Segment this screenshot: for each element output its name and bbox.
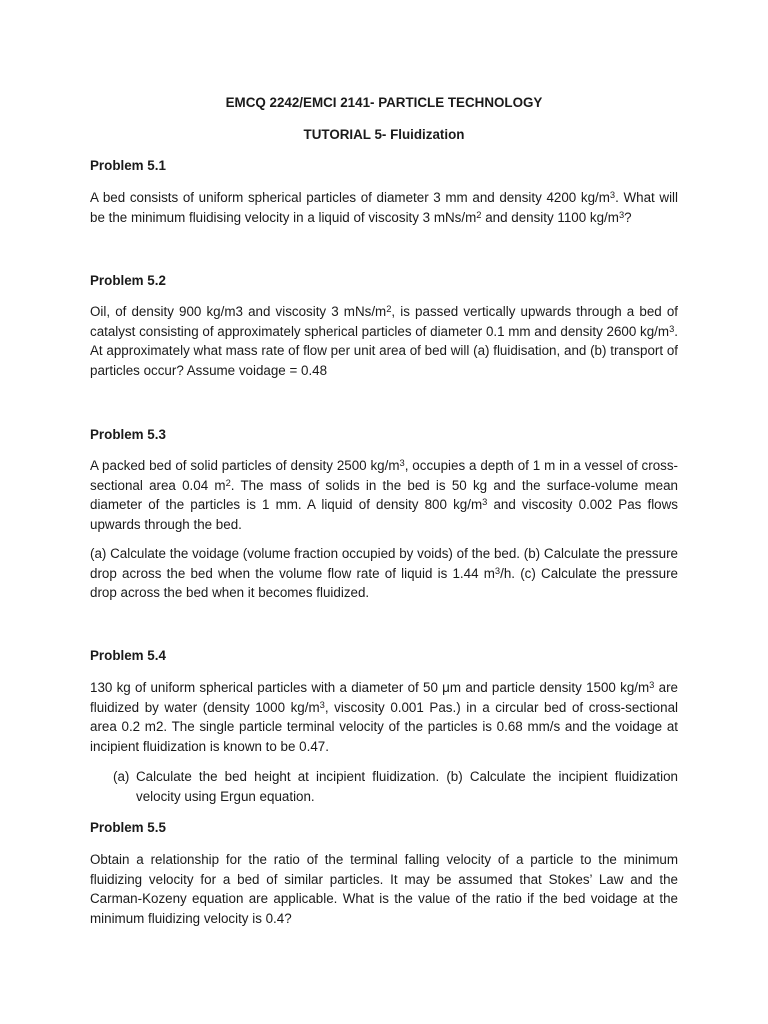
problem-5-4-list-item <box>113 767 678 806</box>
problem-5-3-heading: Problem 5.3 <box>90 427 166 442</box>
problem-5-2-text: Oil, of density 900 kg/m3 and viscosity 3 mNs/$m^2$, is passed vertically upwards through a bed of catalyst consisting of approximately spherical particles of diameter 0.1 mm and density 2600 $kg/m^3$. At approximately what mass rate of flow per unit area of bed will (a) fluidisation, and (b) transport of particles occur? Assume voidage = 0.48 <box>90 303 679 378</box>
problem-5-3-questions: (a) Calculate the voidage (volume fraction occupied by voids) of the bed. (b) Calculate the pressure drop across the bed when the volume flow rate of liquid is 1.44 $m^3/h$. (c) Calculate the pressure drop across the bed when it becomes fluidized. <box>90 546 678 600</box>
problem-5-3-text: A packed bed of solid particles of density 2500 $kg/m^3$, occupies a depth of 1 m in a vessel of cross-sectional area 0.04 $m^2$. The mass of solids in the bed is 50 kg and the surface-volume mean diameter of the particles is 1 mm. A liquid of density 800 $kg/m^3$ and viscosity 0.002 Pas flows upwards through the bed. <box>90 457 679 532</box>
problem-5-1-heading: Problem 5.1 <box>90 158 166 173</box>
problem-5-4-text: 130 kg of uniform spherical particles with a diameter of 50 μm and particle density 1500 $kg/m^3$ are fluidized by water (density 1000 $kg/m^3$, viscosity 0.001 Pas.) in a circular bed of cross-sectional area 0.2 m2. The single particle terminal velocity of the particles is 0.68 mm/s and the voidage at incipient fluidization is known to be 0.47. <box>90 679 679 754</box>
problem-5-2-heading: Problem 5.2 <box>90 273 166 288</box>
tutorial-title: TUTORIAL 5- Fluidization <box>303 127 465 142</box>
problem-5-5-heading: Problem 5.5 <box>90 820 166 835</box>
list-marker: (a) <box>113 769 130 784</box>
list-item-text: Calculate the bed height at incipient fluidization. (b) Calculate the incipient fluidization velocity using Ergun equation. <box>136 769 678 804</box>
problem-5-5-text: Obtain a relationship for the ratio of the terminal falling velocity of a particle to the minimum fluidizing velocity for a bed of similar particles. It may be assumed that Stokes’ Law and the Carman-Kozeny equation are applicable. What is the value of the ratio if the bed voidage at the minimum fluidizing velocity is 0.4? <box>90 852 678 926</box>
problem-5-4-heading: Problem 5.4 <box>90 648 166 663</box>
course-title: EMCQ 2242/EMCI 2141- PARTICLE TECHNOLOGY <box>225 95 543 110</box>
problem-5-1-text: A bed consists of uniform spherical particles of diameter 3 mm and density 4200 $kg/m^3$. What will be the minimum fluidising velocity in a liquid of viscosity 3 mNs/$m^2$ and density 1100 $kg/m^3$? <box>90 189 678 225</box>
